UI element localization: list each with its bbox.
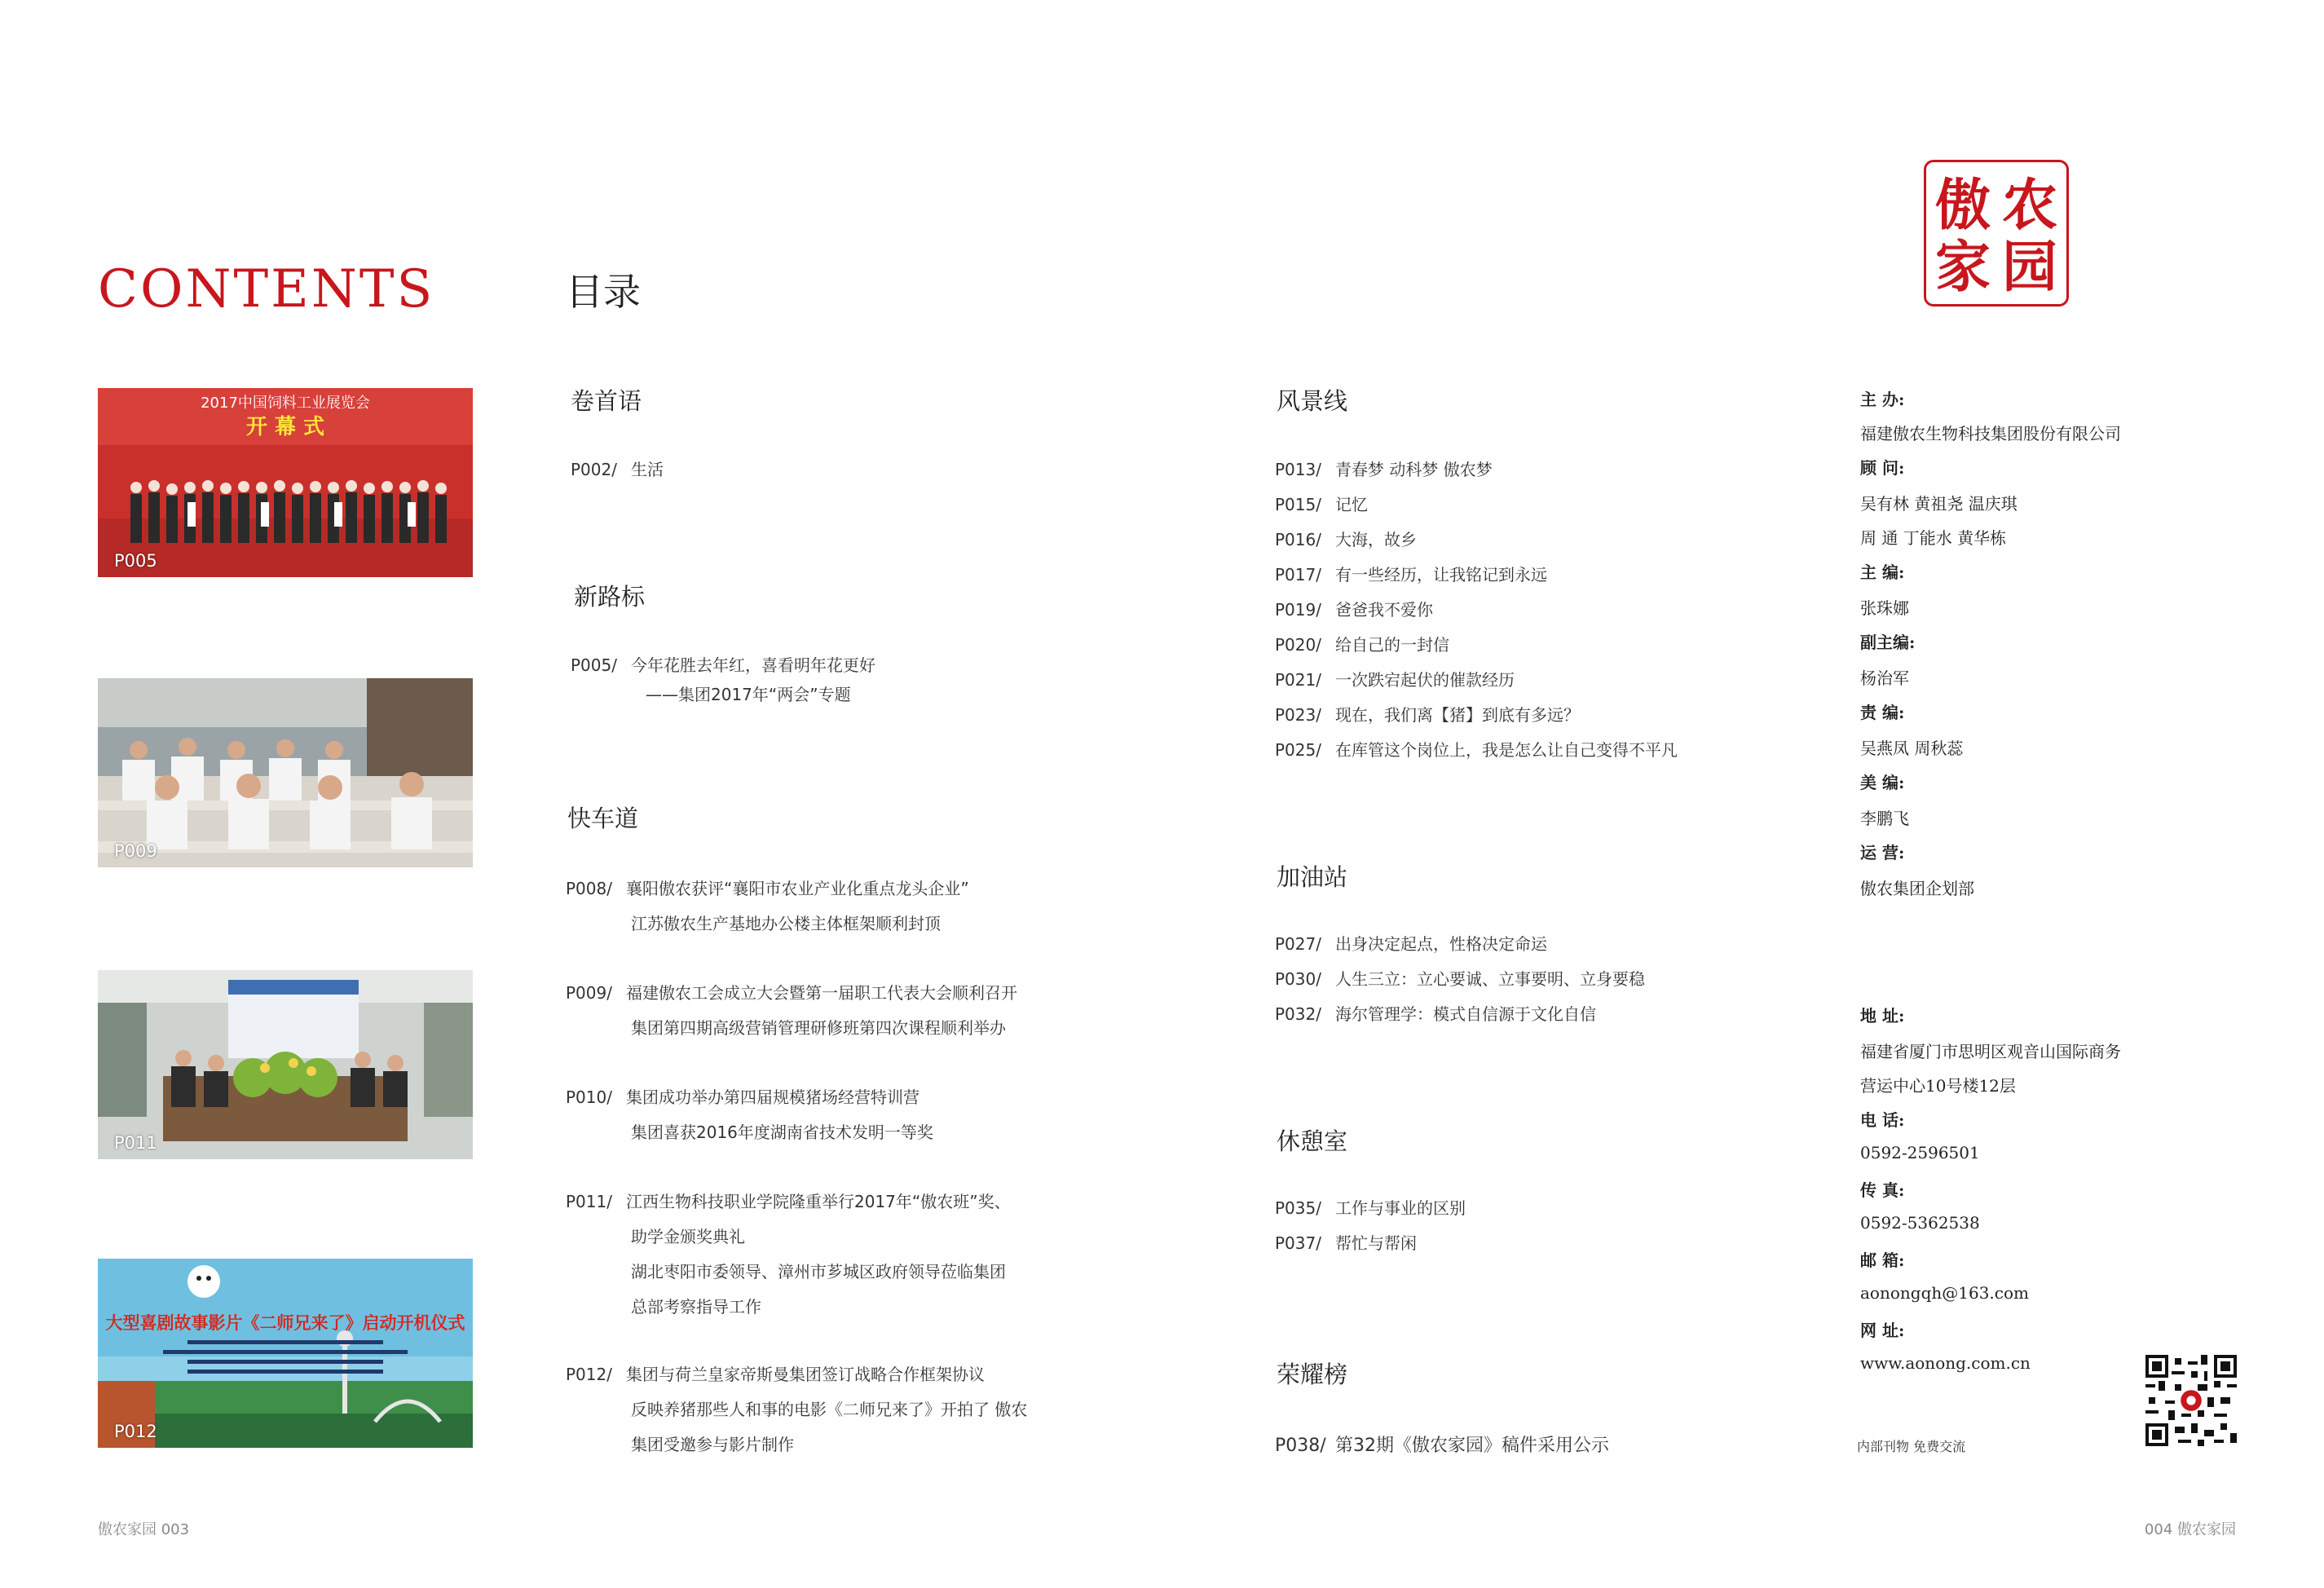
toc-page-number: P013/ xyxy=(1275,460,1321,479)
toc-page-number: P037/ xyxy=(1275,1233,1321,1253)
info-value: 福建傲农生物科技集团股份有限公司 xyxy=(1860,424,2121,443)
toc-item-title: 集团成功举办第四届规模猪场经营特训营 xyxy=(626,1087,919,1107)
photo-page-label: P011 xyxy=(114,1133,157,1153)
logo-char: 傲 xyxy=(1934,173,1991,238)
toc-page-number: P025/ xyxy=(1275,740,1321,760)
info-label: 主 办: xyxy=(1860,390,1905,409)
toc-section-title: 加油站 xyxy=(1277,863,1348,891)
toc-page-number: P002/ xyxy=(571,460,617,479)
toc-item-line: 反映养猪那些人和事的电影《二师兄来了》开拍了 傲农 xyxy=(631,1400,1028,1419)
toc-item xyxy=(1275,667,1515,690)
toc-page-number: P032/ xyxy=(1275,1004,1321,1024)
toc-item xyxy=(571,652,875,676)
toc-section-title: 快车道 xyxy=(567,805,639,832)
toc-item-line: 集团喜获2016年度湖南省技术发明一等奖 xyxy=(631,1123,933,1142)
toc-page-number: P010/ xyxy=(566,1087,612,1107)
info-value: 杨治军 xyxy=(1860,668,1909,688)
toc-item-subtitle: ——集团2017年“两会”专题 xyxy=(646,685,851,704)
info-value: 福建省厦门市思明区观音山国际商务 xyxy=(1860,1042,2121,1061)
toc-item-title: 集团与荷兰皇家帝斯曼集团签订战略合作框架协议 xyxy=(626,1365,985,1384)
info-label: 传 真: xyxy=(1860,1180,1905,1200)
toc-page-number: P023/ xyxy=(1275,705,1321,725)
toc-item-title: 爸爸我不爱你 xyxy=(1335,600,1433,620)
toc-page-number: P019/ xyxy=(1275,600,1321,620)
toc-item xyxy=(1275,1195,1466,1219)
toc-section-title: 卷首语 xyxy=(571,387,642,415)
toc-item xyxy=(1275,1001,1596,1025)
toc-item-title: 有一些经历，让我铭记到永远 xyxy=(1335,565,1547,584)
toc-item-line: 湖北枣阳市委领导、漳州市芗城区政府领导莅临集团 xyxy=(631,1262,1006,1281)
contents-title-text: CONTENTS xyxy=(98,259,435,320)
info-label: 运 营: xyxy=(1860,843,1905,862)
toc-page-number: P012/ xyxy=(566,1365,612,1384)
toc-item-title: 人生三立：立心要诚、立事要明、立身要稳 xyxy=(1335,969,1645,989)
toc-item xyxy=(1275,737,1678,761)
toc-item xyxy=(1275,562,1547,585)
magazine-logo xyxy=(1924,160,2069,307)
qr-code-icon xyxy=(2145,1355,2237,1446)
info-label: 邮 箱: xyxy=(1860,1251,1905,1270)
toc-page-number: P011/ xyxy=(566,1192,612,1211)
toc-title: 目录 xyxy=(566,270,641,314)
footer-right: 004 傲农家园 xyxy=(2144,1521,2236,1538)
toc-item xyxy=(1275,457,1493,480)
toc-item-title: 一次跌宕起伏的催款经历 xyxy=(1335,670,1515,690)
toc-page-number: P038/ xyxy=(1275,1436,1326,1456)
photo-page-label: P009 xyxy=(114,841,157,861)
toc-item-title: 给自己的一封信 xyxy=(1335,635,1449,655)
photo-banner-top: 2017中国饲料工业展览会 xyxy=(201,395,370,412)
toc-section-title: 新路标 xyxy=(574,583,646,611)
toc-section-title: 荣耀榜 xyxy=(1277,1361,1348,1388)
toc-item xyxy=(1275,632,1449,655)
toc-item xyxy=(566,980,1017,1004)
info-value: 吴有林 黄祖尧 温庆琪 xyxy=(1860,494,2018,514)
toc-item-title: 福建傲农工会成立大会暨第一届职工代表大会顺利召开 xyxy=(626,983,1017,1003)
toc-item-title: 江西生物科技职业学院隆重举行2017年“傲农班”奖、 xyxy=(626,1192,1011,1211)
info-label: 副主编: xyxy=(1860,633,1916,652)
photo-meeting-room xyxy=(98,970,473,1159)
info-value: 张珠娜 xyxy=(1860,598,1909,618)
footer-left: 傲农家园 003 xyxy=(98,1521,190,1538)
toc-page-number: P017/ xyxy=(1275,565,1321,584)
toc-item-title: 在库管这个岗位上，我是怎么让自己变得不平凡 xyxy=(1335,740,1678,760)
toc-item-title: 生活 xyxy=(631,460,664,479)
photo-exhibition-opening xyxy=(98,388,473,577)
logo-char: 家 xyxy=(1934,234,1991,300)
toc-item xyxy=(566,876,969,899)
info-label: 主 编: xyxy=(1860,562,1905,582)
toc-section-title: 休憩室 xyxy=(1277,1127,1348,1155)
toc-item-title: 海尔管理学：模式自信源于文化自信 xyxy=(1335,1004,1596,1024)
toc-page-number: P008/ xyxy=(566,879,612,898)
info-label: 电 话: xyxy=(1860,1110,1905,1130)
info-value: 0592-2596501 xyxy=(1860,1143,1980,1162)
toc-section-title: 风景线 xyxy=(1277,387,1348,415)
toc-item xyxy=(1275,1230,1417,1254)
contents-title xyxy=(98,259,434,320)
toc-item xyxy=(566,1361,985,1385)
toc-item-title: 出身决定起点，性格决定命运 xyxy=(1335,934,1547,954)
toc-page-number: P027/ xyxy=(1275,934,1321,954)
toc-page-number: P030/ xyxy=(1275,969,1321,989)
toc-page-number: P015/ xyxy=(1275,495,1321,514)
photo-page-label: P012 xyxy=(114,1422,157,1441)
info-value: aonongqh@163.com xyxy=(1860,1283,2029,1303)
toc-page-number: P016/ xyxy=(1275,530,1321,549)
toc-item xyxy=(566,1084,919,1108)
info-value: 0592-5362538 xyxy=(1860,1213,1980,1233)
toc-page-number: P035/ xyxy=(1275,1198,1321,1218)
toc-page-number: P009/ xyxy=(566,983,612,1003)
info-value: 吴燕凤 周秋蕊 xyxy=(1860,739,1964,758)
toc-item-title: 大海，故乡 xyxy=(1335,530,1417,549)
toc-item-title: 今年花胜去年红，喜看明年花更好 xyxy=(631,655,875,675)
logo-char: 农 xyxy=(2001,173,2057,238)
info-value: www.aonong.com.cn xyxy=(1860,1353,2031,1373)
toc-item-line: 总部考察指导工作 xyxy=(631,1297,761,1317)
toc-page-number: P021/ xyxy=(1275,670,1321,690)
photo-film-ceremony xyxy=(98,1259,473,1448)
info-value: 傲农集团企划部 xyxy=(1860,879,1974,898)
toc-item-title: 第32期《傲农家园》稿件采用公示 xyxy=(1335,1436,1609,1456)
info-label: 美 编: xyxy=(1860,773,1905,792)
toc-item-line: 集团受邀参与影片制作 xyxy=(631,1435,794,1454)
logo-char: 园 xyxy=(2001,234,2057,300)
photo-banner-main: 大型喜剧故事影片《二师兄来了》启动开机仪式 xyxy=(105,1313,465,1333)
info-label: 责 编: xyxy=(1860,703,1905,722)
toc-item xyxy=(566,1189,1011,1212)
info-label: 顾 问: xyxy=(1860,458,1905,478)
toc-item xyxy=(1275,1431,1609,1457)
toc-item-line: 江苏傲农生产基地办公楼主体框架顺利封顶 xyxy=(631,914,941,933)
info-value: 李鹏飞 xyxy=(1860,809,1909,828)
photo-training-classroom xyxy=(98,678,473,867)
info-value: 营运中心10号楼12层 xyxy=(1860,1076,2016,1096)
info-label: 网 址: xyxy=(1860,1321,1905,1340)
toc-item-title: 襄阳傲农获评“襄阳市农业产业化重点龙头企业” xyxy=(626,879,969,898)
photo-banner-main: 开 幕 式 xyxy=(245,415,325,439)
toc-page-number: P020/ xyxy=(1275,635,1321,655)
toc-item xyxy=(1275,966,1645,990)
toc-item-title: 帮忙与帮闲 xyxy=(1335,1233,1417,1253)
toc-page-number: P005/ xyxy=(571,655,617,675)
toc-item-title: 工作与事业的区别 xyxy=(1335,1198,1466,1218)
toc-item-title: 现在，我们离【猪】到底有多远？ xyxy=(1335,705,1580,725)
toc-item xyxy=(1275,702,1580,726)
info-value: 周 通 丁能水 黄华栋 xyxy=(1860,528,2007,548)
toc-item-title: 青春梦 动科梦 傲农梦 xyxy=(1335,460,1493,479)
toc-item xyxy=(1275,597,1433,620)
toc-item xyxy=(571,457,664,480)
toc-item xyxy=(1275,492,1368,515)
toc-item-line: 助学金颁奖典礼 xyxy=(631,1227,745,1246)
toc-item-line: 集团第四期高级营销管理研修班第四次课程顺利举办 xyxy=(631,1018,1006,1038)
distribution-note: 内部刊物 免费交流 xyxy=(1857,1439,1966,1454)
toc-item xyxy=(1275,527,1417,550)
toc-item-title: 记忆 xyxy=(1335,495,1368,514)
photo-page-label: P005 xyxy=(114,551,157,571)
info-label: 地 址: xyxy=(1860,1006,1905,1026)
toc-item xyxy=(1275,931,1547,955)
